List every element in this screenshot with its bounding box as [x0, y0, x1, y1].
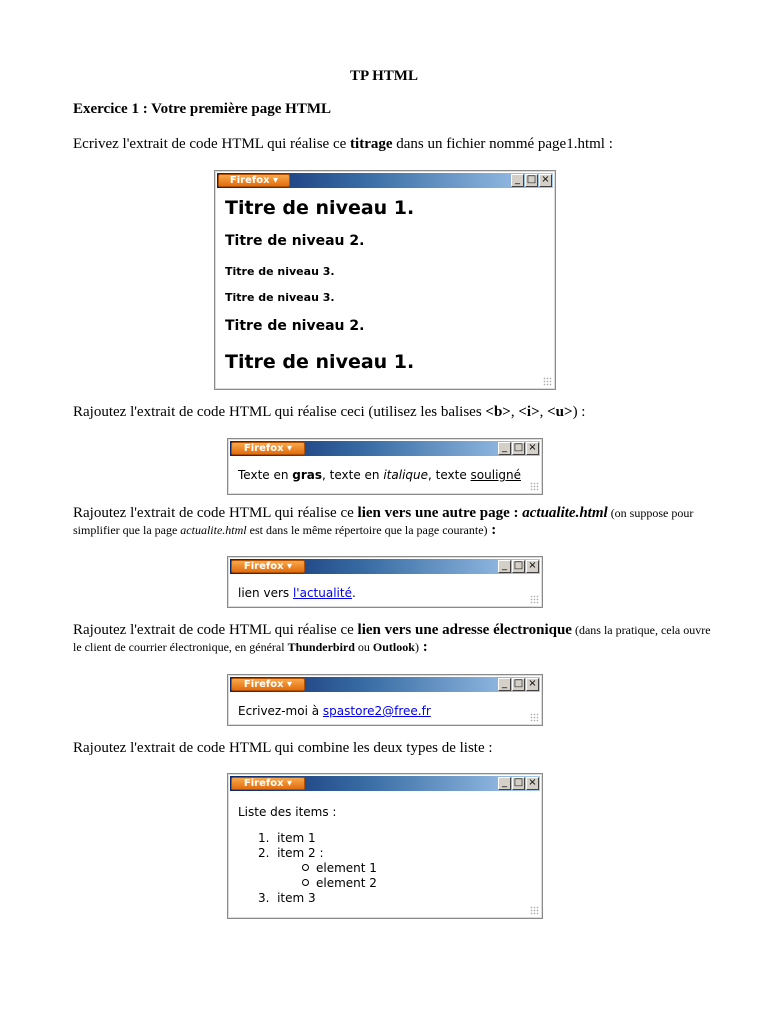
close-icon[interactable]: ×: [526, 560, 539, 573]
plain-text: Texte en: [238, 468, 293, 482]
list-title: Liste des items :: [238, 805, 337, 819]
formatted-text-line: [238, 468, 521, 482]
minimize-icon[interactable]: _: [498, 560, 511, 573]
instruction-4-end: :: [418, 639, 428, 655]
heading-level-2: Titre de niveau 2.: [225, 233, 365, 249]
minimize-icon[interactable]: _: [498, 678, 511, 691]
instruction-3-note: (on suppose pour simplifier que la page: [73, 506, 694, 537]
list-label: item 1: [277, 831, 316, 845]
unordered-list-item: [302, 861, 377, 875]
separator: ,: [510, 404, 519, 420]
italic-text: italique: [383, 468, 429, 482]
thunderbird-text: Thunderbird: [287, 640, 355, 654]
heading-level-2: Titre de niveau 2.: [225, 318, 365, 334]
instruction-1-end: dans un fichier nommé page1.html :: [392, 136, 613, 152]
heading-level-3: Titre de niveau 3.: [225, 291, 335, 304]
instruction-1-bold: titrage: [350, 136, 393, 152]
close-icon[interactable]: ×: [539, 174, 552, 187]
email-link[interactable]: spastore2@free.fr: [322, 704, 431, 718]
maximize-icon[interactable]: □: [513, 777, 524, 788]
instruction-2-end: ) :: [572, 404, 586, 420]
circle-bullet-icon: [302, 864, 309, 871]
plain-text: , texte en: [322, 468, 384, 482]
instruction-3-note-end: est dans le même répertoire que la page courante): [246, 523, 488, 537]
list-label: item 3: [277, 891, 316, 905]
ordered-list-item: [258, 846, 324, 860]
minimize-icon[interactable]: _: [511, 174, 524, 187]
maximize-icon[interactable]: □: [513, 560, 524, 571]
instruction-2-text: Rajoutez l'extrait de code HTML qui réalise ceci (utilisez les balises: [73, 404, 486, 420]
close-icon[interactable]: ×: [526, 442, 539, 455]
maximize-icon[interactable]: □: [526, 174, 537, 185]
resize-grip-icon[interactable]: [530, 906, 539, 915]
title-bar: [230, 776, 540, 791]
list-number: 1.: [258, 831, 270, 845]
instruction-5: Rajoutez l'extrait de code HTML qui combine les deux types de liste :: [73, 740, 493, 756]
maximize-icon[interactable]: □: [513, 678, 524, 689]
minimize-icon[interactable]: _: [498, 777, 511, 790]
instruction-4-text: Rajoutez l'extrait de code HTML qui réalise ce: [73, 622, 358, 638]
instruction-4-note: ou: [354, 640, 373, 654]
plain-text: .: [351, 586, 356, 600]
instruction-3-filename: actualite.html: [522, 505, 608, 521]
ordered-list-item: [258, 891, 316, 905]
plain-text: , texte: [428, 468, 471, 482]
tag-b: <b>: [485, 404, 511, 420]
instruction-1: [73, 136, 713, 153]
outlook-text: Outlook: [372, 640, 415, 654]
title-bar: [230, 677, 540, 692]
title-bar: [217, 173, 553, 188]
separator: ,: [539, 404, 548, 420]
browser-window-lists: [227, 773, 543, 919]
list-number: 2.: [258, 846, 270, 860]
circle-bullet-icon: [302, 879, 309, 886]
firefox-menu-button[interactable]: Firefox ▾: [231, 777, 305, 790]
instruction-3-text: Rajoutez l'extrait de code HTML qui réalise ce: [73, 505, 358, 521]
list-label: item 2 :: [277, 846, 324, 860]
browser-window-email-link: [227, 674, 543, 726]
unordered-list-item: [302, 876, 377, 890]
firefox-menu-button[interactable]: Firefox ▾: [231, 560, 305, 573]
browser-window-formatting: [227, 438, 543, 495]
maximize-icon[interactable]: □: [513, 442, 524, 453]
firefox-menu-button[interactable]: Firefox ▾: [218, 174, 290, 187]
resize-grip-icon[interactable]: [530, 595, 539, 604]
instruction-4-bold: lien vers une adresse électronique: [357, 622, 572, 638]
browser-window-headings: [214, 170, 556, 390]
heading-level-1: Titre de niveau 1.: [225, 351, 415, 373]
list-label: element 1: [316, 861, 377, 875]
bold-text: gras: [292, 468, 323, 482]
instruction-1-text: Ecrivez l'extrait de code HTML qui réalise ce: [73, 136, 351, 152]
instruction-3-bold: lien vers une autre page :: [357, 505, 523, 521]
instruction-4-note: ): [414, 640, 419, 654]
heading-level-1: Titre de niveau 1.: [225, 197, 415, 219]
instruction-3: [73, 505, 713, 539]
tag-u: <u>: [547, 404, 573, 420]
ordered-list-item: [258, 831, 316, 845]
title-bar: [230, 559, 540, 574]
instruction-4-note: (dans la pratique, cela ouvre le client de courrier électronique, en général: [73, 623, 711, 654]
actualite-link[interactable]: l'actualité: [292, 586, 352, 600]
underlined-text: souligné: [470, 468, 522, 482]
resize-grip-icon[interactable]: [530, 713, 539, 722]
close-icon[interactable]: ×: [526, 777, 539, 790]
firefox-menu-button[interactable]: Firefox ▾: [231, 442, 305, 455]
instruction-3-end: :: [487, 522, 497, 538]
minimize-icon[interactable]: _: [498, 442, 511, 455]
email-line: [238, 704, 431, 718]
firefox-menu-button[interactable]: Firefox ▾: [231, 678, 305, 691]
document-title: TP HTML: [350, 68, 418, 84]
instruction-4: [73, 622, 713, 656]
heading-level-3: Titre de niveau 3.: [225, 265, 335, 278]
instruction-3-note-filename: actualite.html: [180, 523, 247, 537]
resize-grip-icon[interactable]: [530, 482, 539, 491]
plain-text: Ecrivez-moi à: [238, 704, 323, 718]
link-line: [238, 586, 356, 600]
plain-text: lien vers: [238, 586, 293, 600]
exercise-title: Exercice 1 : Votre première page HTML: [73, 101, 331, 117]
list-label: element 2: [316, 876, 377, 890]
browser-window-page-link: [227, 556, 543, 608]
instruction-2: [73, 404, 713, 421]
resize-grip-icon[interactable]: [543, 377, 552, 386]
title-bar: [230, 441, 540, 456]
close-icon[interactable]: ×: [526, 678, 539, 691]
list-number: 3.: [258, 891, 270, 905]
tag-i: <i>: [518, 404, 540, 420]
